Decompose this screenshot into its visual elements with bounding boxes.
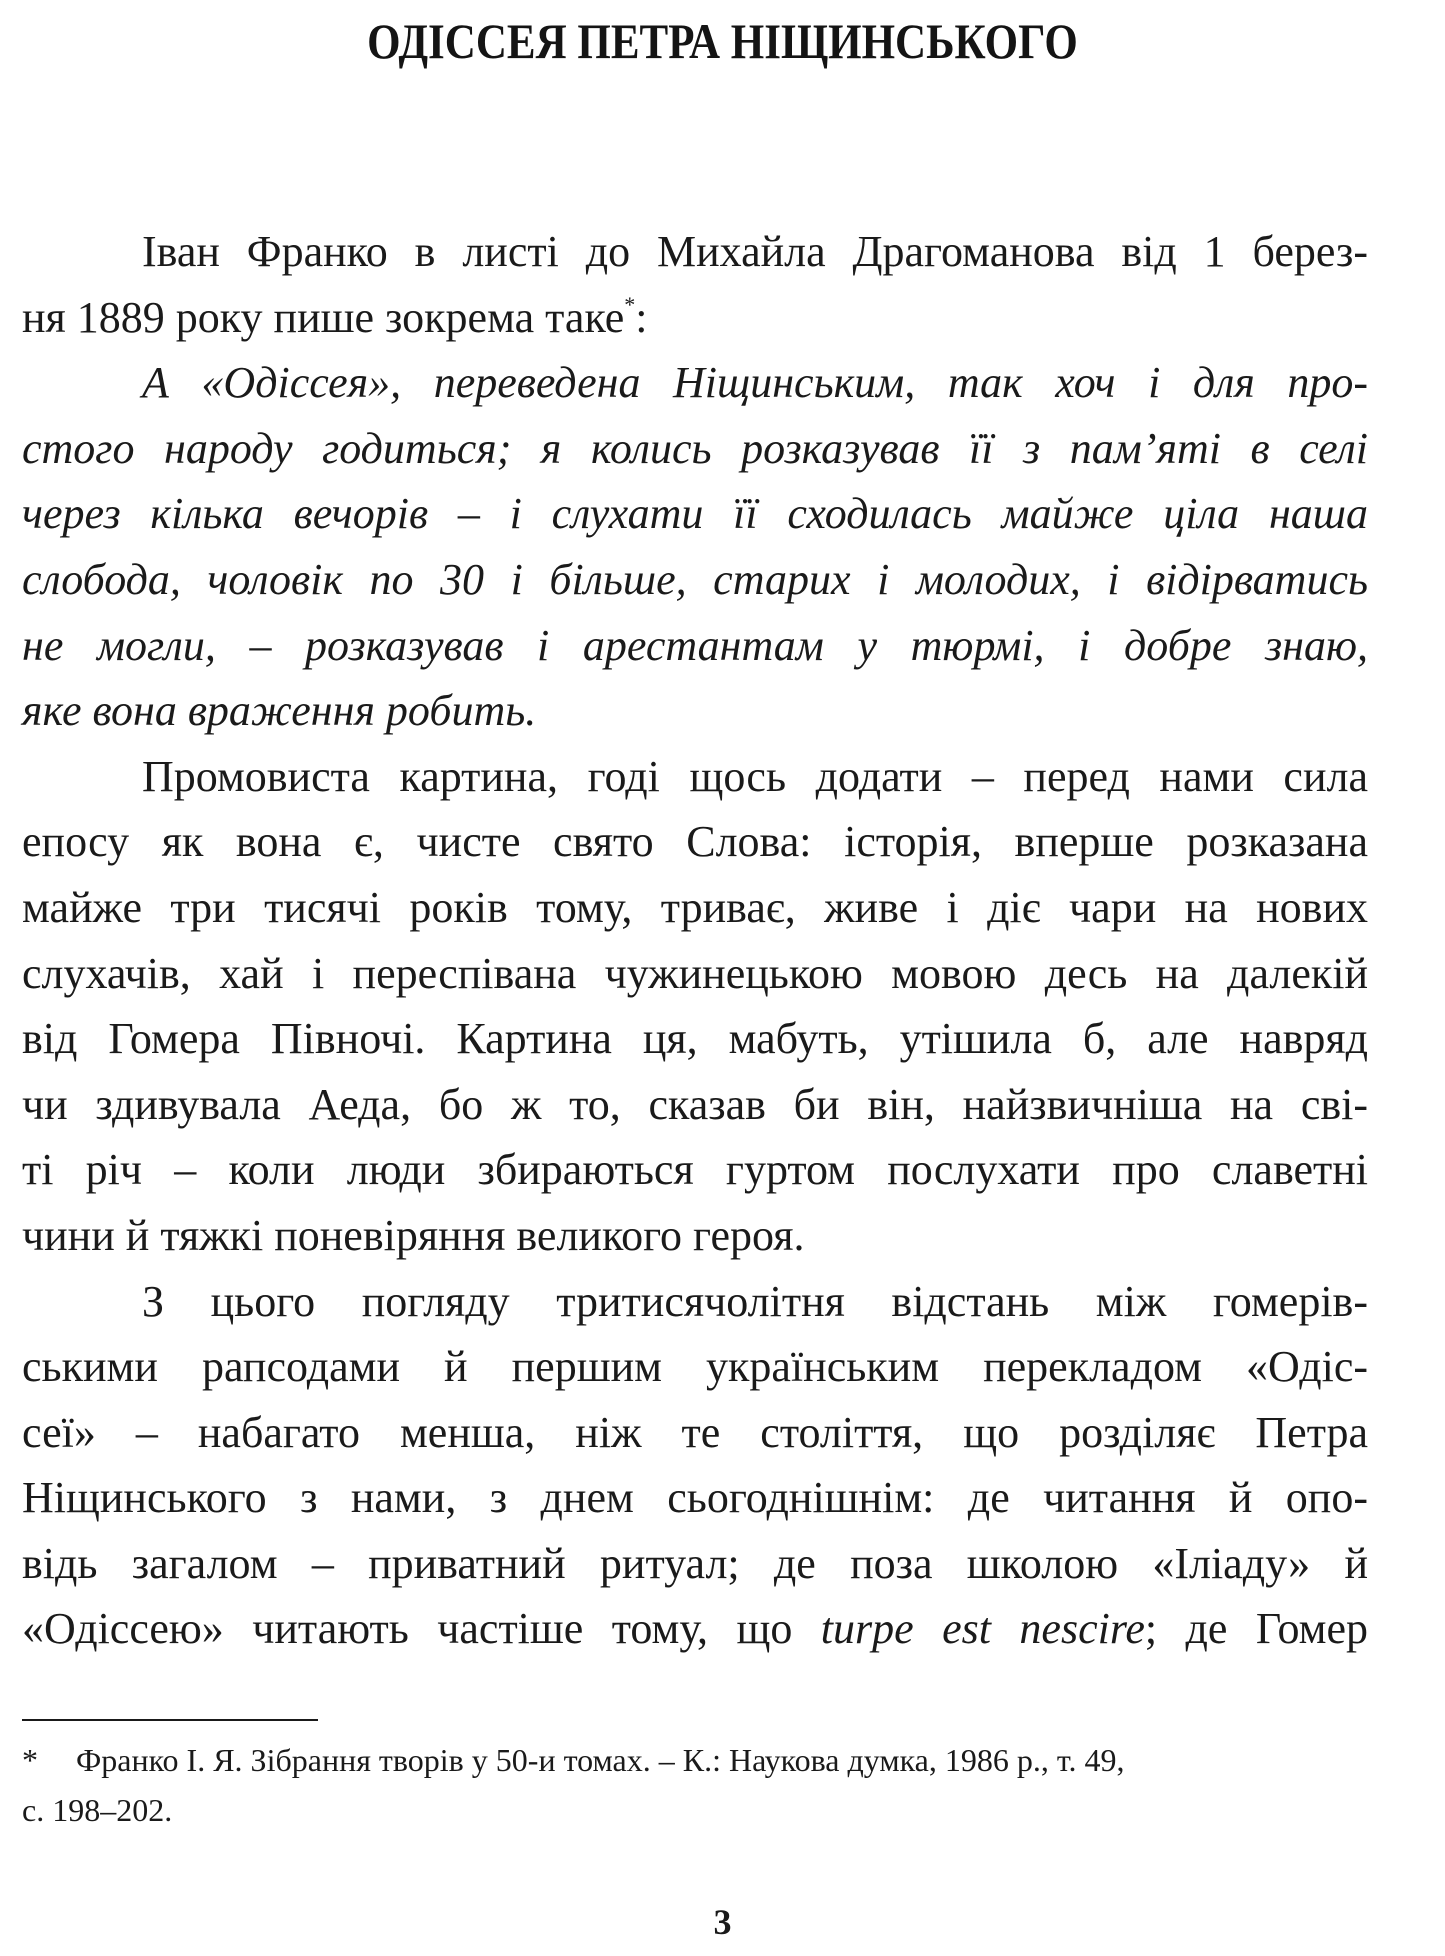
quote-paragraph <box>22 350 1368 744</box>
text-line: чини й тяжкі поневіряння великого героя. <box>22 1210 805 1260</box>
text-line: яке вона враження робить. <box>22 686 537 736</box>
text-line: через кілька вечорів – і слухати її сходилась майже ціла наша <box>22 489 1368 539</box>
text-line: Ніщинського з нами, з днем сьогоднішнім: де читання й опо- <box>22 1473 1368 1523</box>
latin-phrase: turpe est nescire <box>820 1604 1145 1654</box>
text-line: З цього погляду тритисячолітня відстань між гомерів- <box>142 1276 1368 1326</box>
text-line: А «Одіссея», переведена Ніщинським, так хоч і для про- <box>142 358 1368 408</box>
text-line: Промовиста картина, годі щось додати – перед нами сила <box>142 751 1368 801</box>
chapter-title: ОДІССЕЯ ПЕТРА НІЩИНСЬКОГО <box>367 13 1078 69</box>
paragraph-4 <box>22 1269 1368 1663</box>
text-line: ті річ – коли люди збираються гуртом послухати про славетні <box>22 1145 1368 1195</box>
text-line: Іван Франко в листі до Михайла Драгоманова від 1 берез- <box>142 227 1368 276</box>
text-line: ськими рапсодами й першим українським перекладом «Одіс- <box>22 1342 1368 1392</box>
paragraph-1 <box>22 219 1368 350</box>
footnote-line: с. 198–202. <box>22 1792 173 1828</box>
page-number: 3 <box>713 1902 732 1942</box>
text-line: майже три тисячі років тому, триває, живе і діє чари на нових <box>22 882 1368 932</box>
text-line: ня 1889 року пише зокрема таке*: <box>22 291 648 342</box>
text-line: не могли, – розказував і арестантам у тюрмі, і добре знаю, <box>22 620 1368 670</box>
body-text <box>22 219 1368 1662</box>
text-line: слухачів, хай і переспівана чужинецькою мовою десь на далекій <box>22 948 1368 998</box>
paragraph-3 <box>22 744 1368 1269</box>
text-line: «Одіссею» читають частіше тому, що turpe est nescire; де Гомер <box>22 1604 1368 1654</box>
text-line: відь загалом – приватний ритуал; де поза школою «Іліаду» й <box>22 1538 1368 1588</box>
text-line: стого народу годиться; я колись розказував її з пам’яті в селі <box>22 423 1368 473</box>
text-line: чи здивувала Аеда, бо ж то, сказав би він, найзвичніша на сві- <box>22 1079 1368 1129</box>
text-line: від Гомера Півночі. Картина ця, мабуть, утішила б, але навряд <box>22 1014 1368 1064</box>
text-line: сеї» – набагато менша, ніж те століття, що розділяє Петра <box>22 1407 1368 1457</box>
footnote-line: * Франко І. Я. Зібрання творів у 50-и томах. – К.: Наукова думка, 1986 р., т. 49, <box>22 1735 1368 1785</box>
text-line: епосу як вона є, чисте свято Слова: історія, вперше розказана <box>22 817 1368 867</box>
text-line: слобода, чоловік по 30 і більше, старих і молодих, і відірватись <box>22 554 1368 604</box>
footnote-divider <box>22 1719 318 1721</box>
footnote <box>22 1735 1368 1835</box>
footnote-marker[interactable]: * <box>624 291 636 317</box>
footnote-star: * <box>22 1742 38 1778</box>
